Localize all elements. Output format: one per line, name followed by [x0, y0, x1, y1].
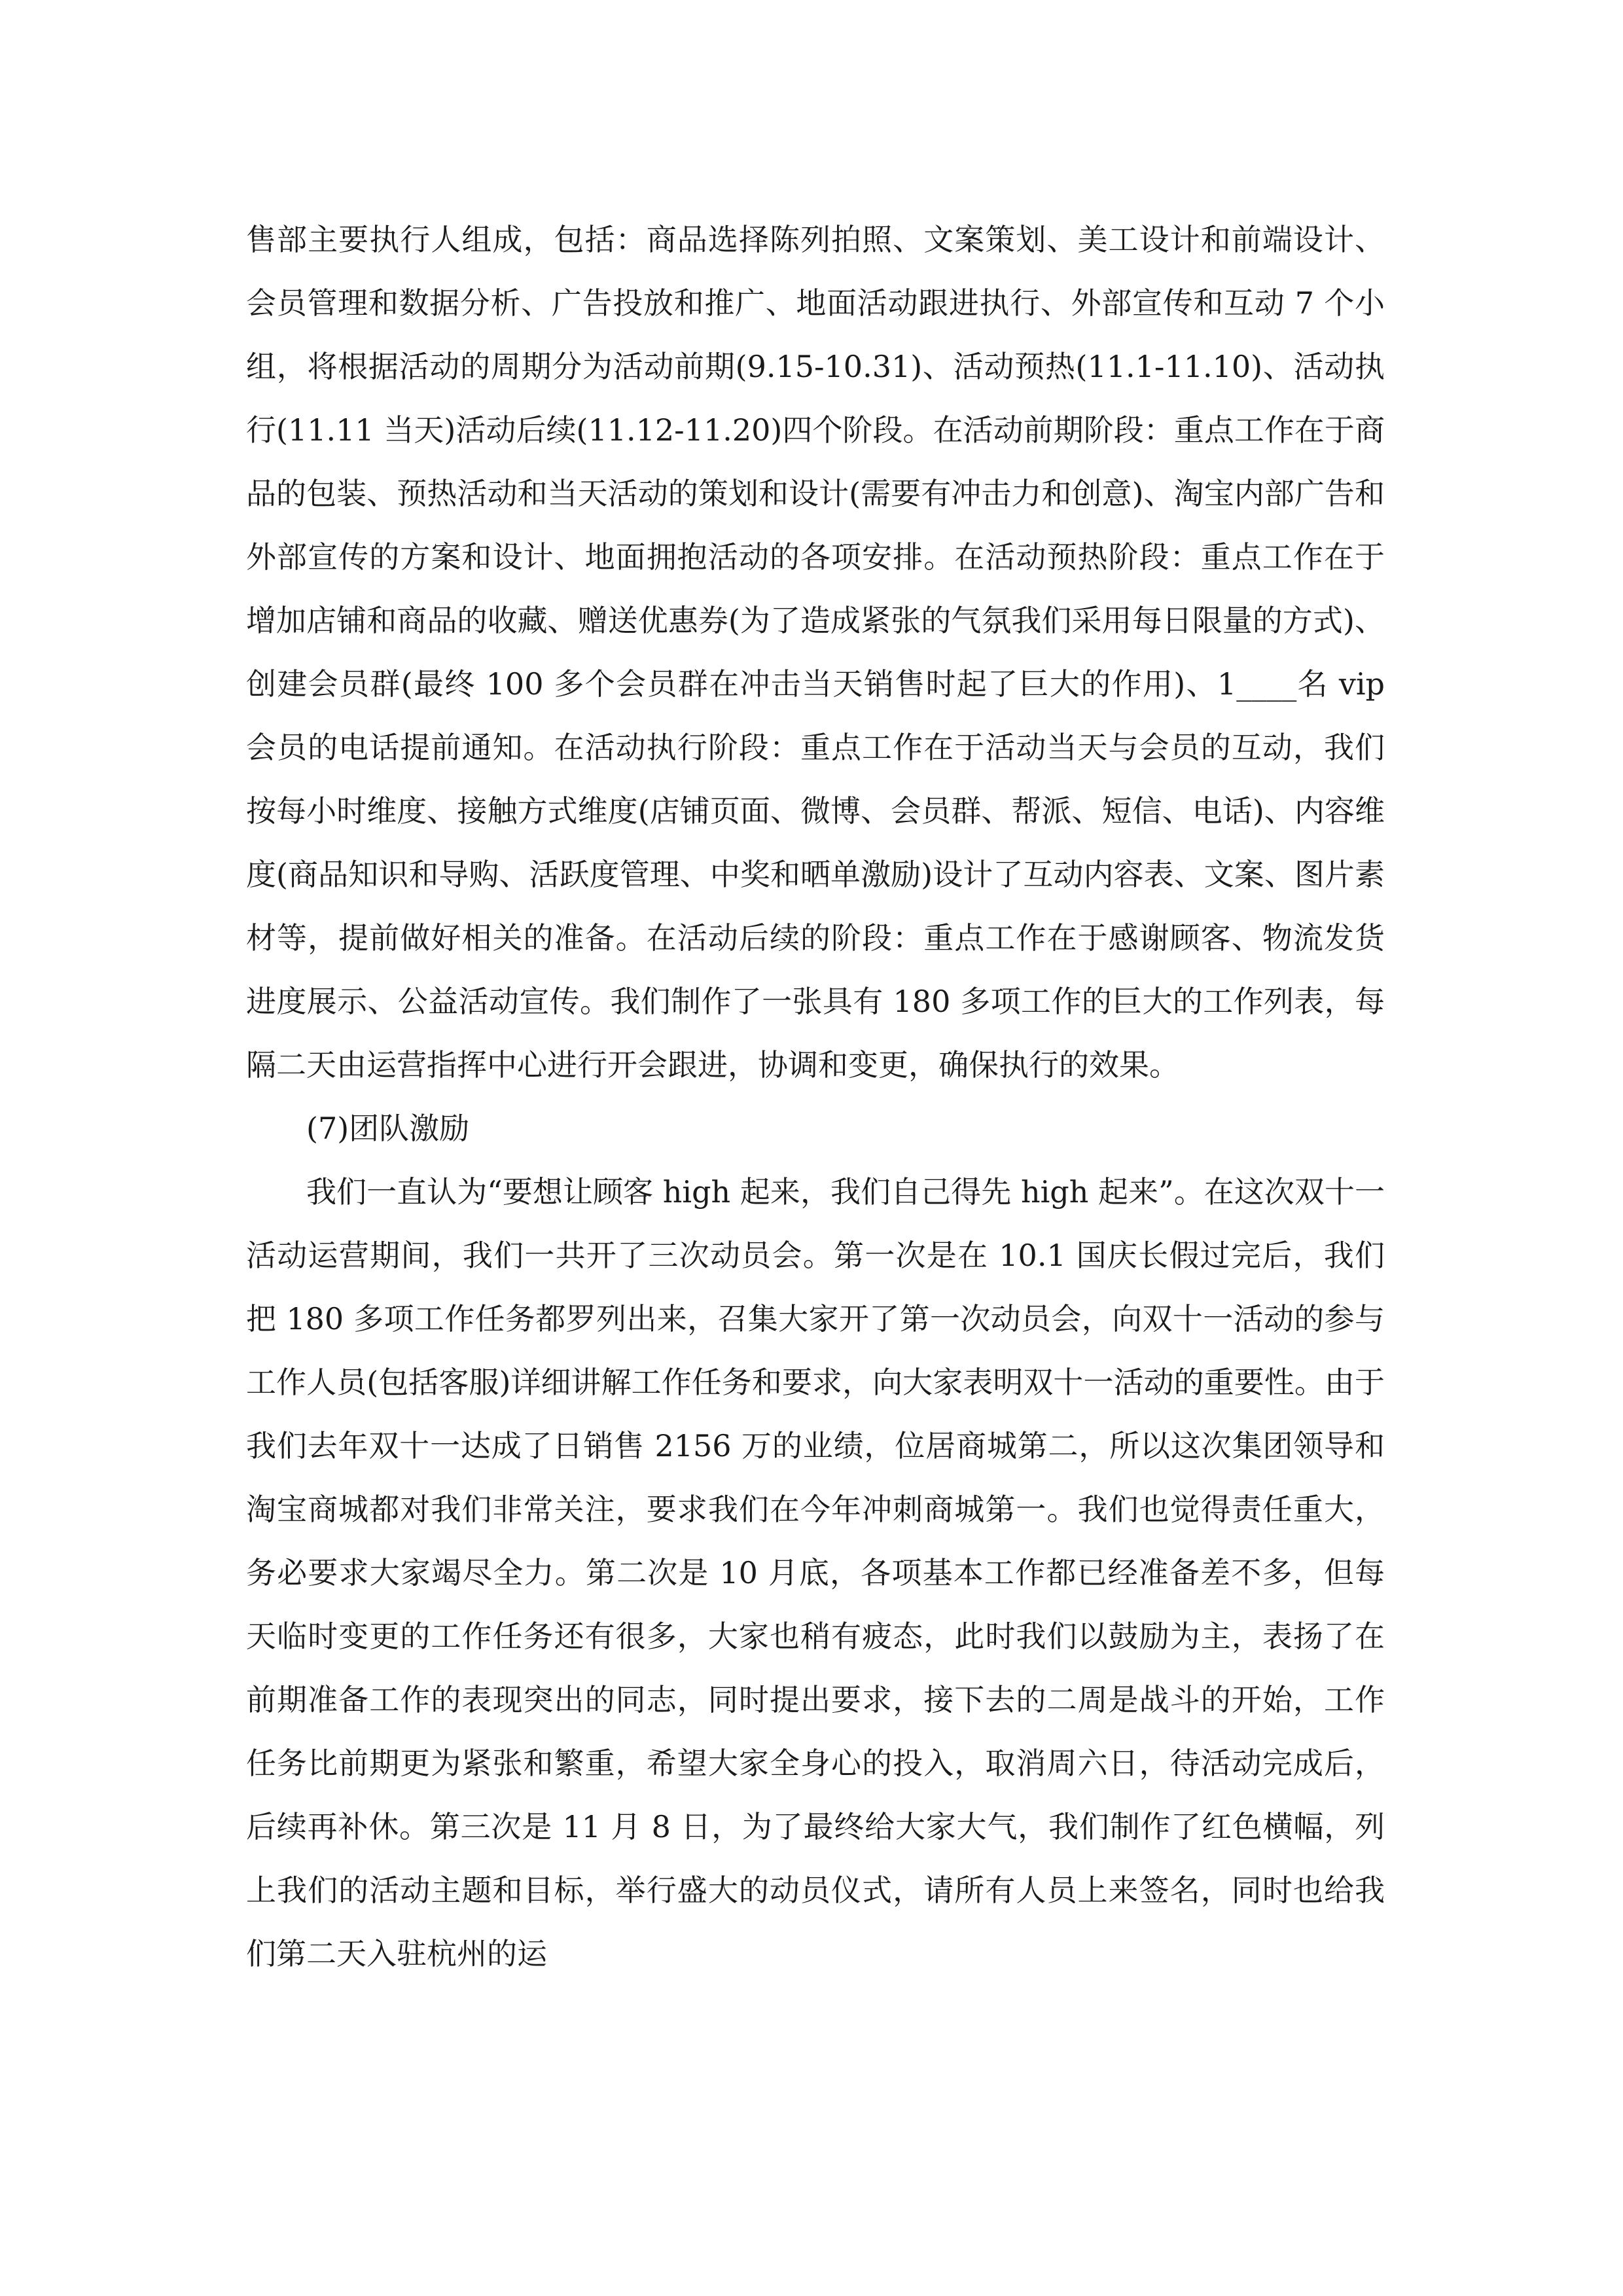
section-heading-team-incentive: (7)团队激励: [306, 1111, 470, 1146]
body-paragraph-2: 我们一直认为“要想让顾客 high 起来，我们自己得先 high 起来”。在这次双十一活动运营期间，我们一共开了三次动员会。第一次是在 10.1 国庆长假过完后，我们把 180 多项工作任务都罗列出来，召集大家开了第一次动员会，向双十一活动的参与工作人员(包括客服)详细讲解工作任务和要求，向大家表明双十一活动的重要性。由于我们去年双十一达成了日销售 2156 万的业绩，位居商城第二，所以这次集团领导和淘宝商城都对我们非常关注，要求我们在今年冲刺商城第一。我们也觉得责任重大，务必要求大家竭尽全力。第二次是 10 月底，各项基本工作都已经准备差不多，但每天临时变更的工作任务还有很多，大家也稍有疲态，此时我们以鼓励为主，表扬了在前期准备工作的表现突出的同志，同时提出要求，接下去的二周是战斗的开始，工作任务比前期更为紧张和繁重，希望大家全身心的投入，取消周六日，待活动完成后，后续再补休。第三次是 11 月 8 日，为了最终给大家大气，我们制作了红色横幅，列上我们的活动主题和目标，举行盛大的动员仪式，请所有人员上来签名，同时也给我们第二天入驻杭州的运: [246, 1174, 1385, 1971]
document-page: [246, 208, 1385, 1986]
body-paragraph-1: 售部主要执行人组成，包括：商品选择陈列拍照、文案策划、美工设计和前端设计、会员管理和数据分析、广告投放和推广、地面活动跟进执行、外部宣传和互动 7 个小组，将根据活动的周期分为活动前期(9.15-10.31)、活动预热(11.1-11.10)、活动执行(11.11 当天)活动后续(11.12-11.20)四个阶段。在活动前期阶段：重点工作在于商品的包装、预热活动和当天活动的策划和设计(需要有冲击力和创意)、淘宝内部广告和外部宣传的方案和设计、地面拥抱活动的各项安排。在活动预热阶段：重点工作在于增加店铺和商品的收藏、赠送优惠券(为了造成紧张的气氛我们采用每日限量的方式)、创建会员群(最终 100 多个会员群在冲击当天销售时起了巨大的作用)、1____名 vip 会员的电话提前通知。在活动执行阶段：重点工作在于活动当天与会员的互动，我们按每小时维度、接触方式维度(店铺页面、微博、会员群、帮派、短信、电话)、内容维度(商品知识和导购、活跃度管理、中奖和晒单激励)设计了互动内容表、文案、图片素材等，提前做好相关的准备。在活动后续的阶段：重点工作在于感谢顾客、物流发货进度展示、公益活动宣传。我们制作了一张具有 180 多项工作的巨大的工作列表，每隔二天由运营指挥中心进行开会跟进，协调和变更，确保执行的效果。: [246, 222, 1385, 1083]
